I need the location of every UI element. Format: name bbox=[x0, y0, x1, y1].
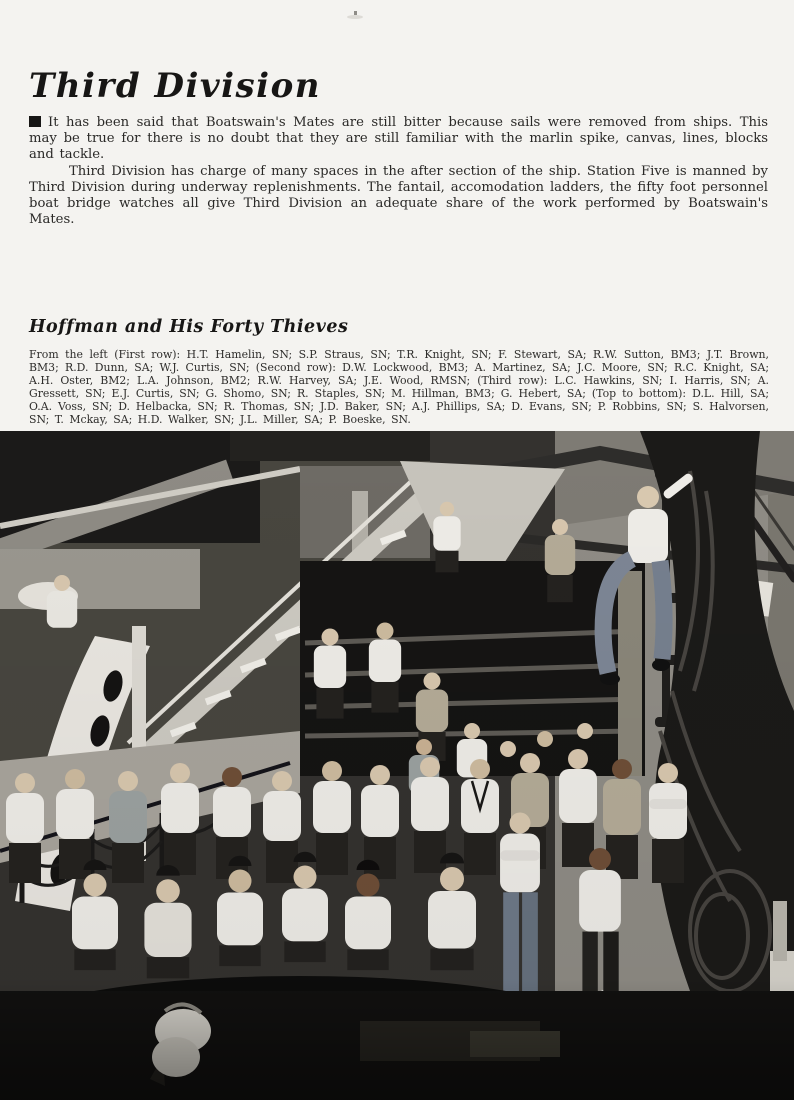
photo-heading: Hoffman and His Forty Thieves bbox=[29, 317, 349, 337]
paragraph-bullet bbox=[29, 116, 41, 127]
group-photo bbox=[0, 431, 794, 1100]
intro-paragraph-2: Third Division has charge of many spaces in the after section of the ship. Station Five is manned by Third Division during underway replenishments. The fantail, accomodation ladders, the fifty foot personnel boat bridge watches all give Third Division an adequate share of the work performed by Boatswain's Mates. bbox=[29, 163, 768, 228]
intro-paragraph-1 bbox=[29, 115, 768, 164]
photo-caption: From the left (First row): H.T. Hamelin, SN; S.P. Straus, SN; T.R. Knight, SN; F. Stewart, SA; R.W. Sutton, BM3; J.T. Brown, BM3; R.D. Dunn, SA; W.J. Curtis, SN; (Second row): D.W. Lockwood, BM3; A. Martinez, SA; J.C. Moore, SN; R.C. Knight, SA; A.H. Oster, BM2; L.A. Johnson, BM2; R.W. Harvey, SA; J.E. Wood, RMSN; (Third row): L.C. Hawkins, SN; I. Harris, SN; A. Gressett, SN; E.J. Curtis, SN; G. Shomo, SN; R. Staples, SN; M. Hillman, BM3; G. Hebert, SA; (Top to bottom): D.L. Hill, SA; O.A. Voss, SN; D. Helbacka, SN; R. Thomas, SN; J.D. Baker, SN; A.J. Phillips, SA; D. Evans, SN; P. Robbins, SN; S. Halvorsen, SN; T. Mckay, SA; H.D. Walker, SN; J.L. Miller, SA; P. Boeske, SN. bbox=[29, 348, 769, 426]
intro-paragraph-1-text: It has been said that Boatswain's Mates are still bitter because sails were removed from ships. This may be true for there is no doubt that they are still familiar with the marlin spike, canvas, lines, blocks and tackle. bbox=[29, 115, 768, 163]
intro-text-block bbox=[29, 115, 768, 228]
page-title: Third Division bbox=[29, 66, 321, 106]
print-artifact bbox=[347, 15, 363, 19]
group-photo-illustration bbox=[0, 431, 794, 1100]
